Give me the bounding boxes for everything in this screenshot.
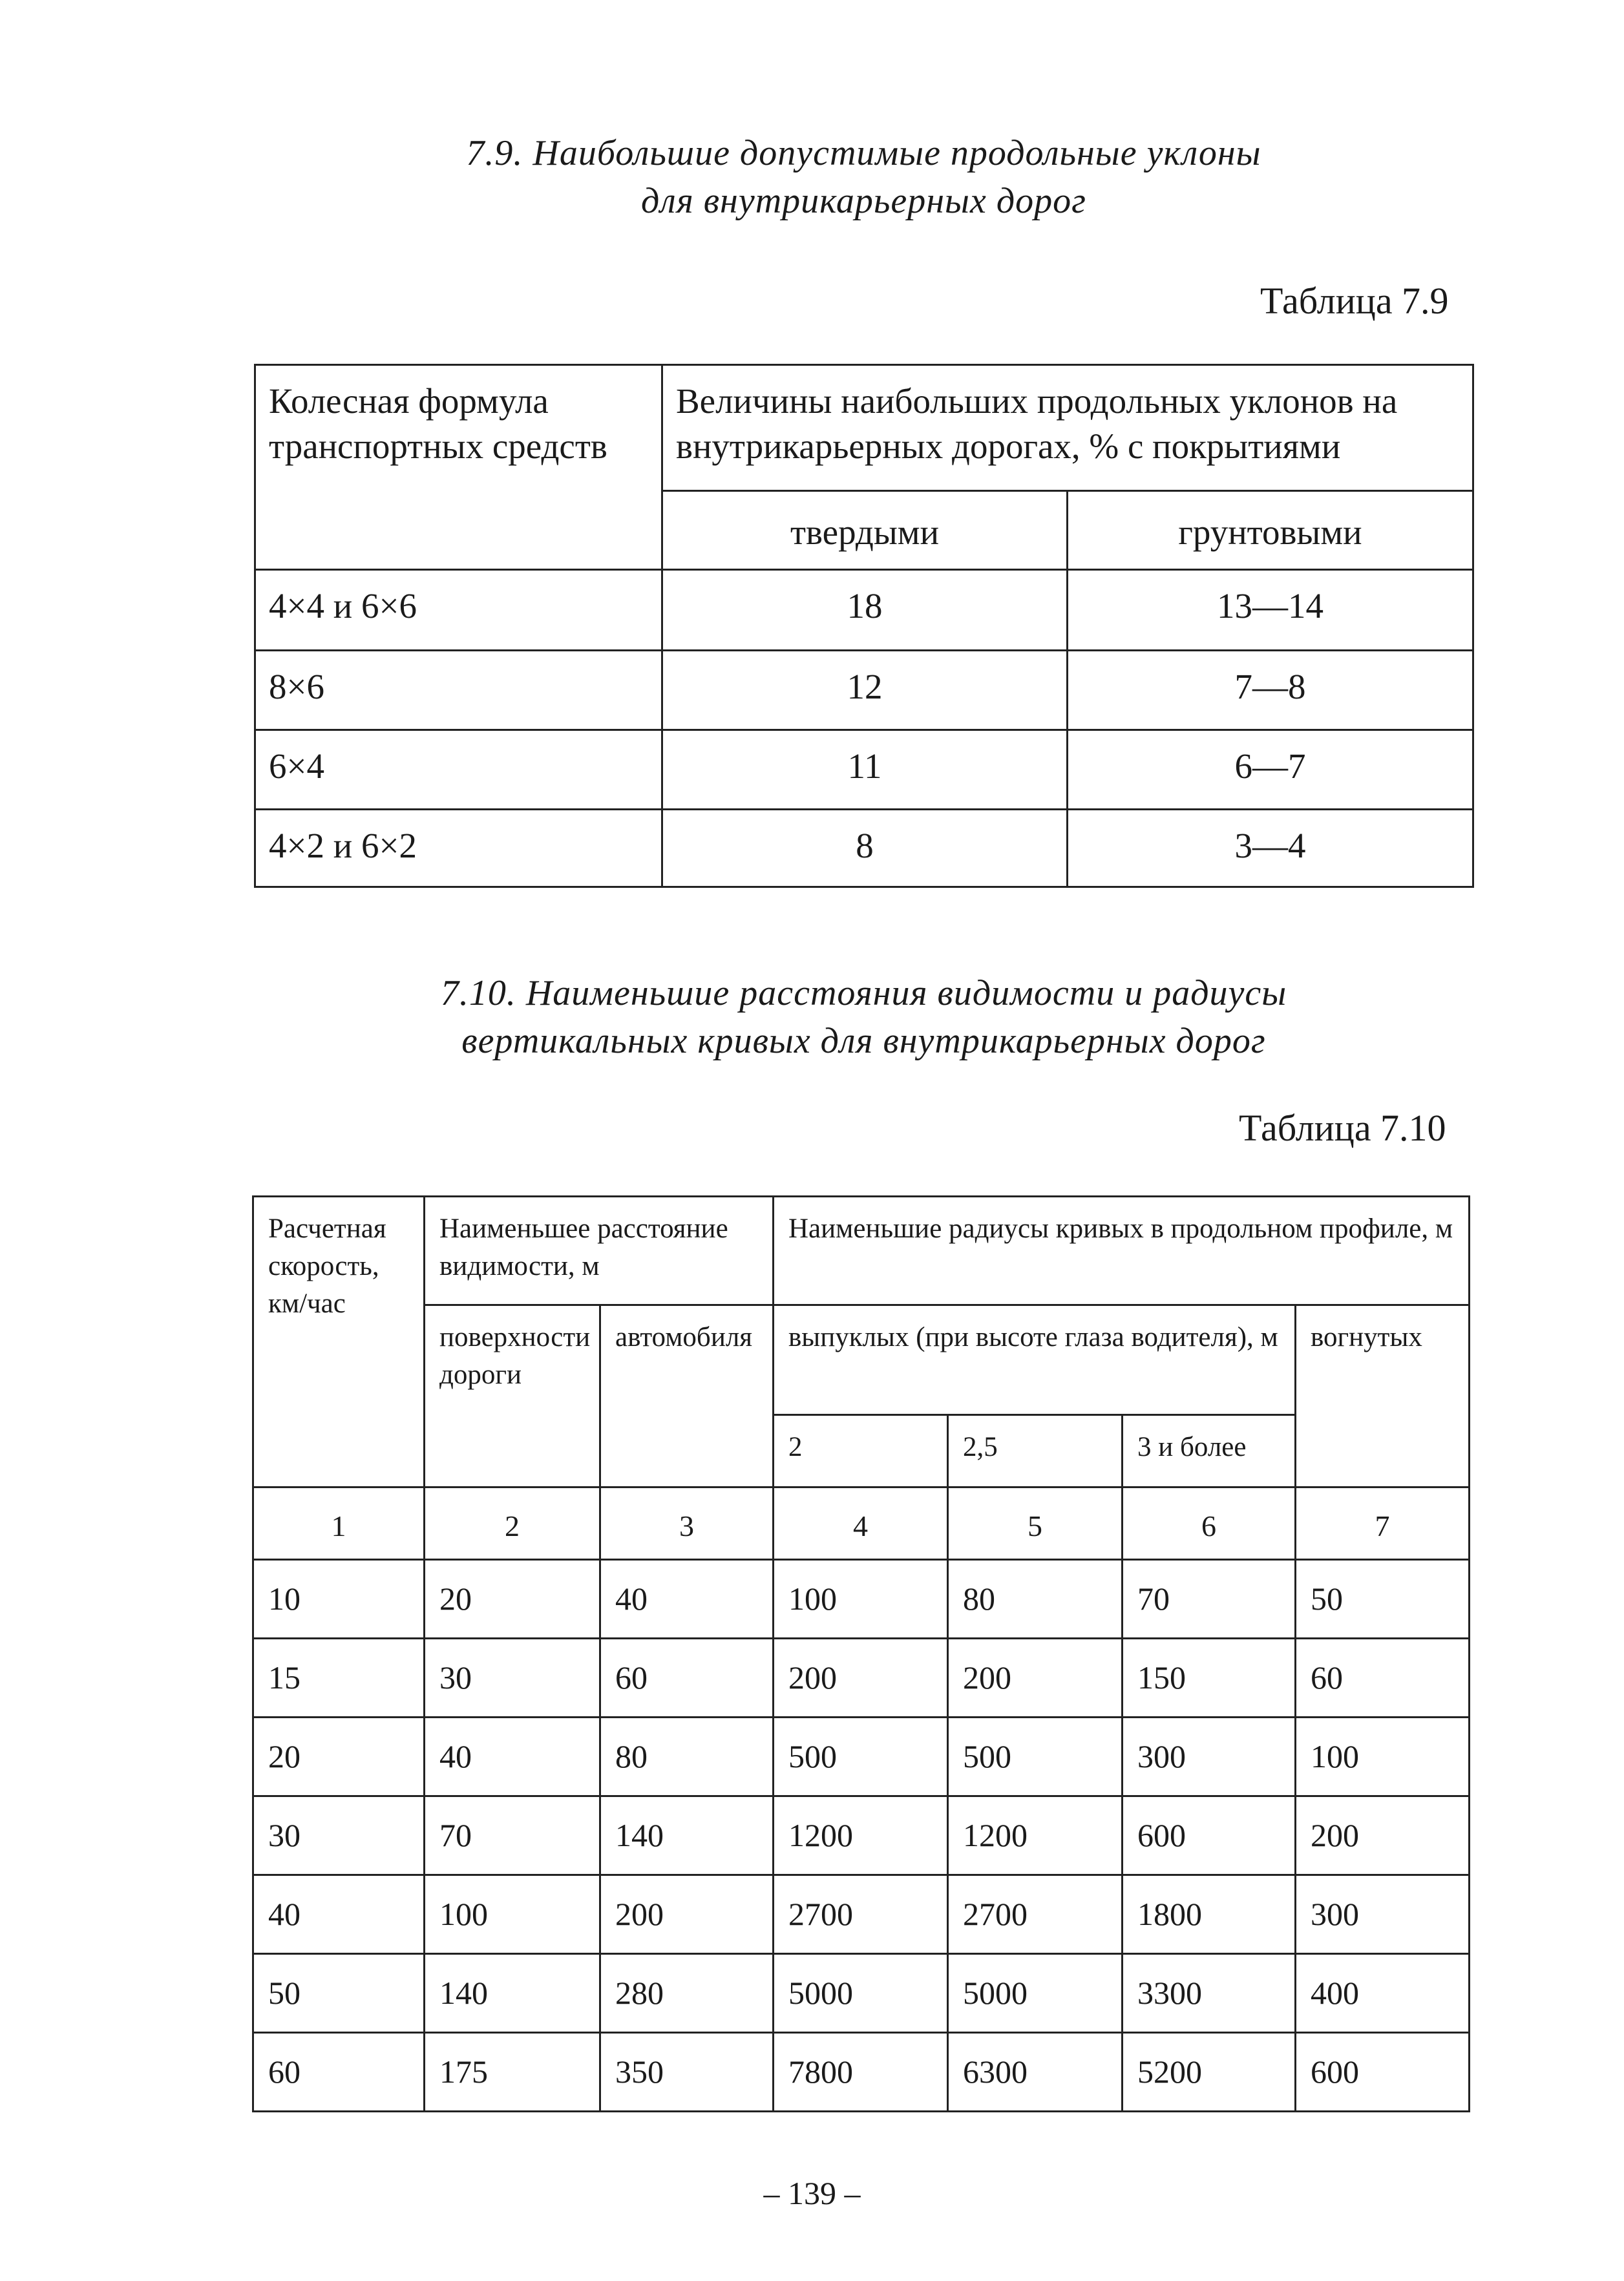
table-cell: 80 (600, 1718, 774, 1796)
cell-soil: 7—8 (1068, 651, 1473, 730)
header-concave: вогнутых (1296, 1305, 1470, 1487)
table-cell: 500 (774, 1718, 948, 1796)
header-eye-height-3-plus: 3 и более (1123, 1415, 1296, 1487)
table-cell: 50 (253, 1954, 425, 2033)
table-cell: 15 (253, 1639, 425, 1718)
header-visibility: Наименьшее расстояние видимости, м (425, 1197, 774, 1305)
table-row (253, 1718, 1470, 1796)
table-cell: 20 (253, 1718, 425, 1796)
header-road-surface: поверхности дороги (425, 1305, 600, 1487)
table-cell: 1200 (774, 1796, 948, 1875)
table-row (253, 1875, 1470, 1954)
table-row (255, 810, 1473, 887)
header-soil-surface: грунтовыми (1068, 491, 1473, 570)
title-line: 7.10. Наименьшие расстояния видимости и радиусы (440, 973, 1287, 1013)
table-cell: 200 (948, 1639, 1123, 1718)
table-cell: 80 (948, 1560, 1123, 1639)
table-cell: 200 (600, 1875, 774, 1954)
table-cell: 2700 (948, 1875, 1123, 1954)
table-cell: 400 (1296, 1954, 1470, 2033)
table-cell: 6300 (948, 2033, 1123, 2112)
table-cell: 350 (600, 2033, 774, 2112)
column-number: 1 (253, 1487, 425, 1560)
cell-hard: 18 (662, 570, 1068, 651)
table-cell: 10 (253, 1560, 425, 1639)
column-number: 2 (425, 1487, 600, 1560)
table-row (255, 651, 1473, 730)
cell-soil: 13—14 (1068, 570, 1473, 651)
table-cell: 3300 (1123, 1954, 1296, 2033)
table-cell: 5000 (774, 1954, 948, 2033)
table-row (253, 1796, 1470, 1875)
cell-hard: 12 (662, 651, 1068, 730)
table-row (253, 1954, 1470, 2033)
header-hard-surface: твердыми (662, 491, 1068, 570)
table-cell: 60 (600, 1639, 774, 1718)
table-7-10-label: Таблица 7.10 (1239, 1107, 1446, 1149)
table-7-9 (254, 364, 1474, 888)
header-speed: Расчетная скорость, км/час (253, 1197, 425, 1487)
header-convex: выпуклых (при высоте глаза водителя), м (774, 1305, 1296, 1415)
header-max-grades: Величины наибольших продольных уклонов на внутрикарьерных дорогах, % с покрытиями (662, 365, 1473, 491)
table-row (253, 1639, 1470, 1718)
table-cell: 300 (1123, 1718, 1296, 1796)
cell-formula: 4×4 и 6×6 (255, 570, 662, 651)
section-7-9-title (52, 129, 1624, 225)
column-number: 3 (600, 1487, 774, 1560)
table-cell: 140 (425, 1954, 600, 2033)
table-cell: 50 (1296, 1560, 1470, 1639)
table-cell: 150 (1123, 1639, 1296, 1718)
cell-hard: 11 (662, 730, 1068, 810)
column-number: 6 (1123, 1487, 1296, 1560)
cell-soil: 3—4 (1068, 810, 1473, 887)
cell-formula: 8×6 (255, 651, 662, 730)
table-row (255, 570, 1473, 651)
table-cell: 500 (948, 1718, 1123, 1796)
table-cell: 200 (774, 1639, 948, 1718)
table-cell: 70 (425, 1796, 600, 1875)
table-cell: 100 (774, 1560, 948, 1639)
table-cell: 40 (253, 1875, 425, 1954)
header-vehicle: автомобиля (600, 1305, 774, 1487)
column-number: 4 (774, 1487, 948, 1560)
table-cell: 280 (600, 1954, 774, 2033)
table-cell: 30 (253, 1796, 425, 1875)
table-cell: 100 (1296, 1718, 1470, 1796)
table-cell: 2700 (774, 1875, 948, 1954)
section-7-10-title (52, 969, 1624, 1065)
table-cell: 100 (425, 1875, 600, 1954)
table-cell: 140 (600, 1796, 774, 1875)
table-7-9-label: Таблица 7.9 (1260, 280, 1449, 322)
table-cell: 60 (253, 2033, 425, 2112)
table-cell: 40 (425, 1718, 600, 1796)
header-eye-height-2: 2 (774, 1415, 948, 1487)
cell-soil: 6—7 (1068, 730, 1473, 810)
table-cell: 600 (1123, 1796, 1296, 1875)
table-cell: 200 (1296, 1796, 1470, 1875)
cell-formula: 6×4 (255, 730, 662, 810)
table-cell: 175 (425, 2033, 600, 2112)
title-line: вертикальных кривых для внутрикарьерных дорог (461, 1021, 1266, 1061)
table-row (255, 730, 1473, 810)
table-row (253, 1560, 1470, 1639)
table-cell: 40 (600, 1560, 774, 1639)
cell-formula: 4×2 и 6×2 (255, 810, 662, 887)
table-cell: 1800 (1123, 1875, 1296, 1954)
cell-hard: 8 (662, 810, 1068, 887)
title-line: 7.9. Наибольшие допустимые продольные уклоны (466, 133, 1261, 173)
table-cell: 20 (425, 1560, 600, 1639)
page-number: – 139 – (763, 2175, 861, 2211)
column-number: 7 (1296, 1487, 1470, 1560)
table-row (253, 2033, 1470, 2112)
table-cell: 5200 (1123, 2033, 1296, 2112)
table-cell: 7800 (774, 2033, 948, 2112)
table-cell: 1200 (948, 1796, 1123, 1875)
table-7-10 (252, 1195, 1470, 2112)
table-cell: 70 (1123, 1560, 1296, 1639)
header-wheel-formula: Колесная формула транспортных средств (255, 365, 662, 570)
title-line: для внутрикарьерных дорог (640, 181, 1087, 221)
header-eye-height-2-5: 2,5 (948, 1415, 1123, 1487)
table-cell: 30 (425, 1639, 600, 1718)
table-cell: 5000 (948, 1954, 1123, 2033)
column-number-row (253, 1487, 1470, 1560)
header-radii: Наименьшие радиусы кривых в продольном профиле, м (774, 1197, 1470, 1305)
table-cell: 600 (1296, 2033, 1470, 2112)
table-cell: 60 (1296, 1639, 1470, 1718)
table-cell: 300 (1296, 1875, 1470, 1954)
column-number: 5 (948, 1487, 1123, 1560)
